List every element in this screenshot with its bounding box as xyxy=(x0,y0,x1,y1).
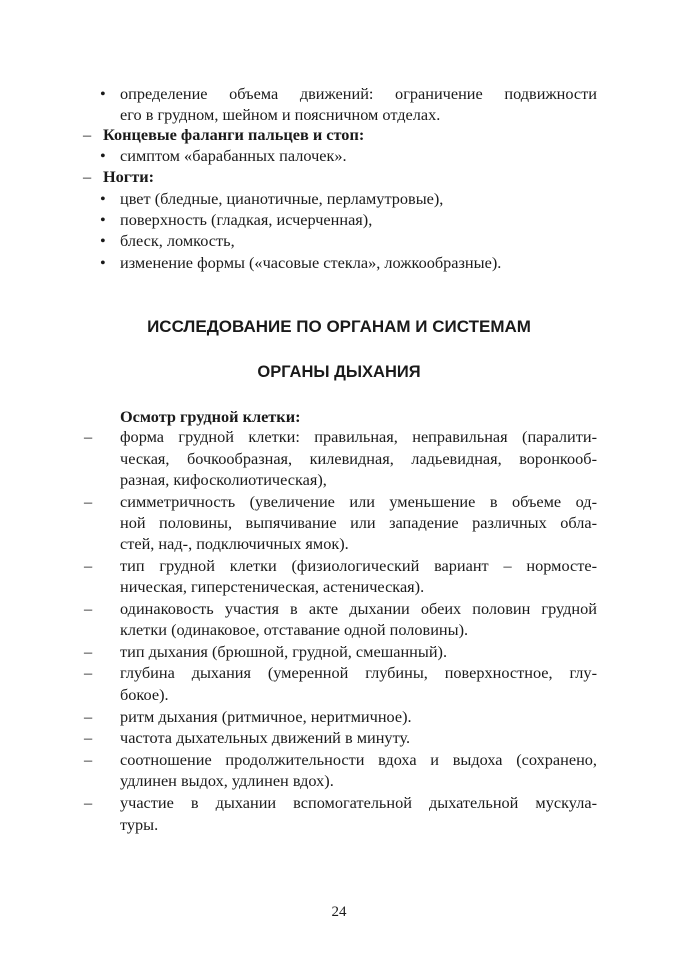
list-item-text: его в грудном, шейном и поясничном отделах. xyxy=(120,105,441,124)
list-item-text: частота дыхательных движений в минуту. xyxy=(120,728,411,747)
list-item-text: туры. xyxy=(120,815,159,834)
dash-marker: – xyxy=(84,750,93,769)
list-item-text: изменение формы («часовые стекла», ложкообразные). xyxy=(120,253,502,272)
list-item-text: глубина дыхания (умеренной глубины, поверхностное, глу- xyxy=(120,663,597,682)
list-item-text: тип дыхания (брюшной, грудной, смешанный). xyxy=(120,642,448,661)
list-item-text: участие в дыхании вспомогательной дыхательной мускула- xyxy=(120,793,597,812)
bullet-marker: • xyxy=(100,210,106,229)
bullet-marker: • xyxy=(100,231,106,250)
page-number: 24 xyxy=(331,904,347,920)
list-item-text: ной половины, выпячивание или западение различных обла- xyxy=(120,513,597,532)
list-item-text: симптом «барабанных палочек». xyxy=(120,146,347,165)
list-item-text: стей, над-, подключичных ямок). xyxy=(120,534,349,553)
list-item-text: удлинен выдох, удлинен вдох). xyxy=(120,771,334,790)
bullet-marker: • xyxy=(100,253,106,272)
list-item-text: разная, кифосколиотическая), xyxy=(120,470,327,489)
section-header-nails: Ногти: xyxy=(103,167,154,186)
dash-marker: – xyxy=(83,167,92,186)
dash-marker: – xyxy=(84,427,93,446)
list-item-text: клетки (одинаковое, отставание одной половины). xyxy=(120,620,469,639)
dash-marker: – xyxy=(84,492,93,511)
list-item-text: форма грудной клетки: правильная, неправильная (паралити- xyxy=(120,427,597,446)
list-item-text: ческая, бочкообразная, килевидная, ладьевидная, воронкооб- xyxy=(120,449,597,468)
dash-marker: – xyxy=(84,728,93,747)
bullet-marker: • xyxy=(100,189,106,208)
list-item-text: соотношение продолжительности вдоха и выдоха (сохранено, xyxy=(120,750,597,769)
list-item-text: тип грудной клетки (физиологический вариант – нормосте- xyxy=(120,556,597,575)
list-item-text: бокое). xyxy=(120,685,169,704)
list-item-text: симметричность (увеличение или уменьшение в объеме од- xyxy=(120,492,597,511)
dash-marker: – xyxy=(84,793,93,812)
dash-marker: – xyxy=(84,707,93,726)
list-item-text: ритм дыхания (ритмичное, неритмичное). xyxy=(120,707,412,726)
section-heading: ОРГАНЫ ДЫХАНИЯ xyxy=(257,363,421,381)
list-item-text: ническая, гиперстеническая, астеническая). xyxy=(120,577,425,596)
dash-marker: – xyxy=(83,125,92,144)
list-item-text: определение объема движений: ограничение подвижности xyxy=(120,84,597,103)
list-item-text: блеск, ломкость, xyxy=(120,231,235,250)
bullet-marker: • xyxy=(100,84,106,103)
dash-marker: – xyxy=(84,599,93,618)
dash-marker: – xyxy=(84,663,93,682)
subsection-title: Осмотр грудной клетки: xyxy=(120,407,301,426)
list-item-text: поверхность (гладкая, исчерченная), xyxy=(120,210,373,229)
dash-marker: – xyxy=(84,556,93,575)
chapter-heading: ИССЛЕДОВАНИЕ ПО ОРГАНАМ И СИСТЕМАМ xyxy=(147,317,531,336)
section-header-phalanges: Концевые фаланги пальцев и стоп: xyxy=(103,125,365,144)
list-item-text: цвет (бледные, цианотичные, перламутровые), xyxy=(120,189,444,208)
bullet-marker: • xyxy=(100,146,106,165)
dash-marker: – xyxy=(84,642,93,661)
list-item-text: одинаковость участия в акте дыхании обеих половин грудной xyxy=(120,599,597,618)
